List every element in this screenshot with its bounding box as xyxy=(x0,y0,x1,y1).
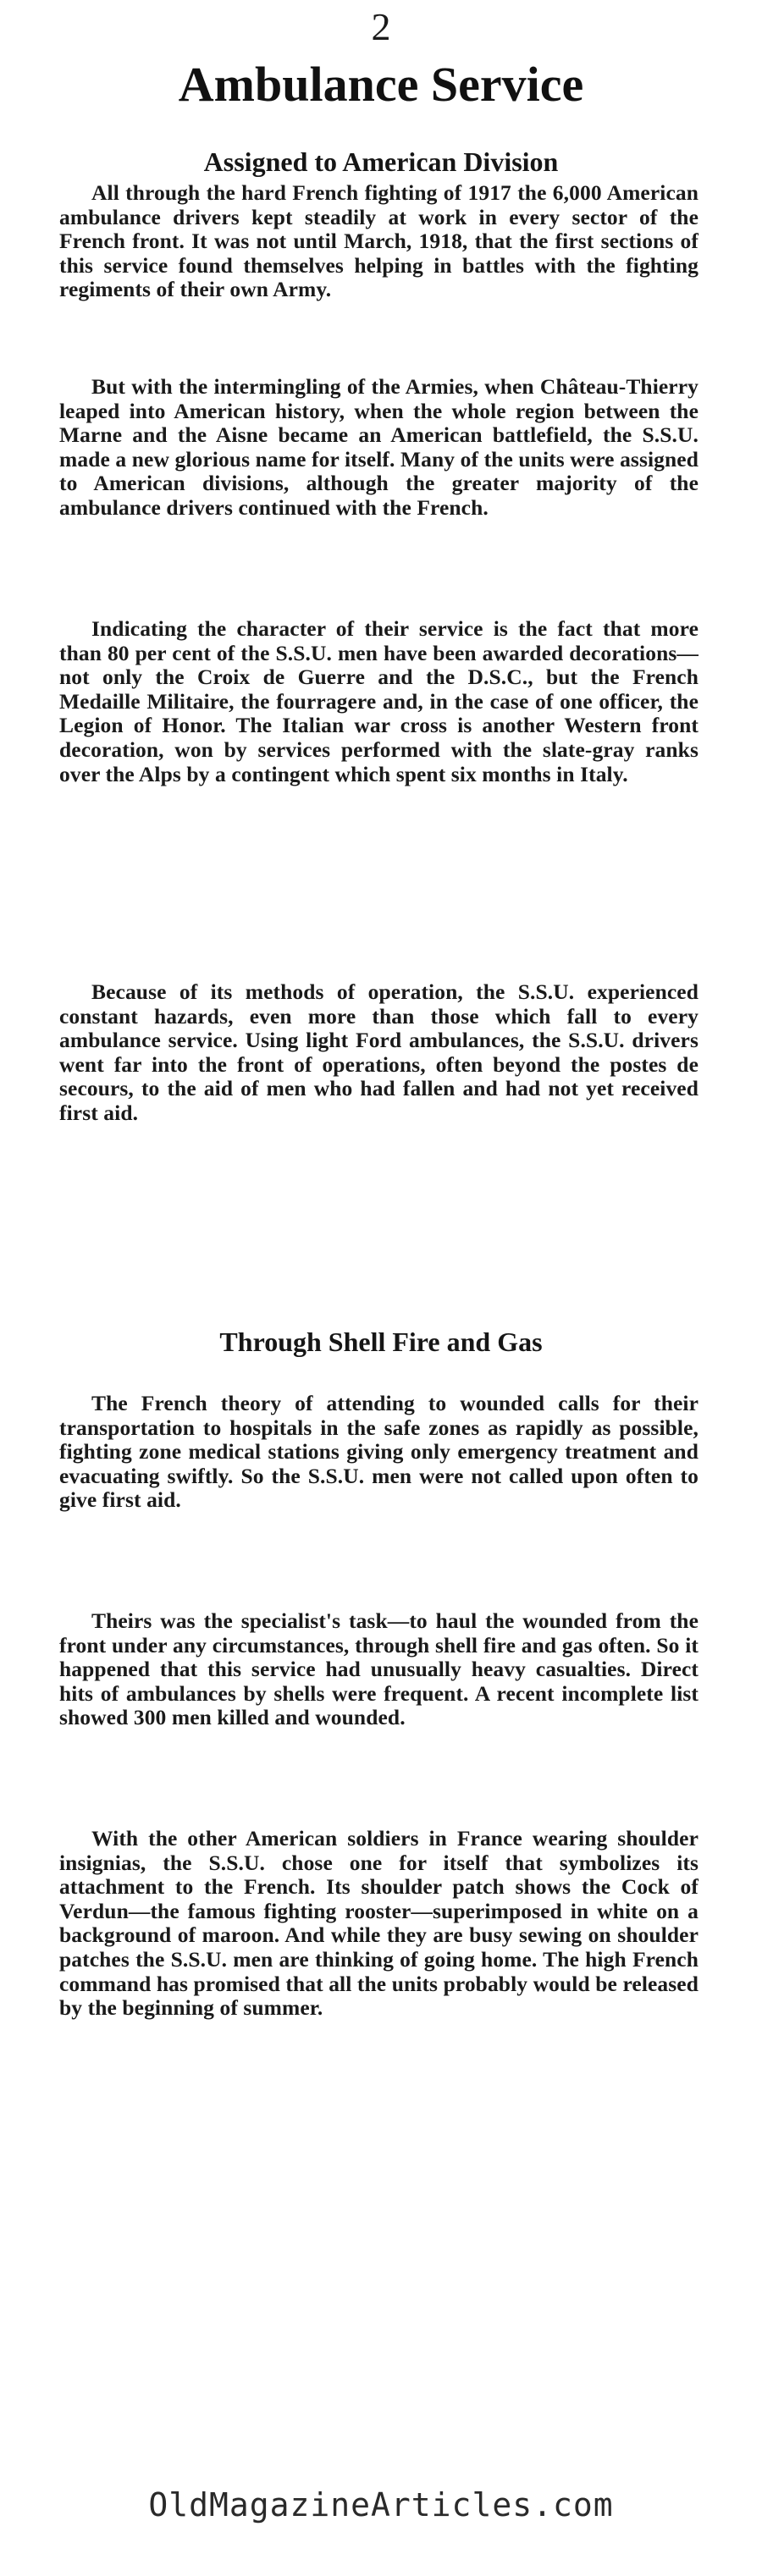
article-title: Ambulance Service xyxy=(178,57,584,112)
paragraph: Because of its methods of operation, the S.S.U. experienced constant hazards, even more than those which fall to every ambulance service. Using light Ford ambulances, the S.S.U. drivers went far into the front of operations, often beyond the postes de secours, to the aid of men who had fallen and had not yet received first aid. xyxy=(59,979,698,1125)
paragraph: Theirs was the specialist's task—to haul the wounded from the front under any circumstances, through shell fire and gas often. So it happened that this service had unusually heavy casualties. Direct hits of ambulances by shells were frequent. A recent incomplete list showed 300 men killed and wounded. xyxy=(59,1608,698,1730)
paragraph: The French theory of attending to wounded calls for their transportation to hospitals in the safe zones as rapidly as possible, fighting zone medical stations giving only emergency treatment and evacuating swiftly. So the S.S.U. men were not called upon often to give first aid. xyxy=(59,1391,698,1513)
paragraph: But with the intermingling of the Armies, when Château-Thierry leaped into American history, when the whole region between the Marne and the Aisne became an American battlefield, the S.S.U. made a new glorious name for itself. Many of the units were assigned to American divisions, although the greater majority of the ambulance drivers continued with the French. xyxy=(59,374,698,520)
page-number: 2 xyxy=(371,5,391,48)
section-heading-assigned: Assigned to American Division xyxy=(203,146,559,177)
section-heading-shell-fire: Through Shell Fire and Gas xyxy=(219,1327,543,1357)
paragraph: Indicating the character of their service is the fact that more than 80 per cent of the S.S.U. men have been awarded decorations—not only the Croix de Guerre and the D.S.C., but the French Medaille Militaire, the fourragere and, in the case of one officer, the Legion of Honor. The Italian war cross is another Western front decoration, won by services performed with the slate-gray ranks over the Alps by a contingent which spent six months in Italy. xyxy=(59,616,698,786)
paragraph: With the other American soldiers in France wearing shoulder insignias, the S.S.U. chose one for itself that symbolizes its attachment to the French. Its shoulder patch shows the Cock of Verdun—the famous fighting rooster—superimposed in white on a background of maroon. And while they are busy sewing on shoulder patches the S.S.U. men are thinking of going home. The high French command has promised that all the units probably would be released by the beginning of summer. xyxy=(59,1826,698,2021)
paragraph: All through the hard French fighting of 1917 the 6,000 American ambulance drivers kept steadily at work in every sector of the French front. It was not until March, 1918, that the first sections of this service found themselves helping in battles with the fighting regiments of their own Army. xyxy=(59,180,698,302)
site-watermark[interactable]: OldMagazineArticles.com xyxy=(148,2486,614,2524)
